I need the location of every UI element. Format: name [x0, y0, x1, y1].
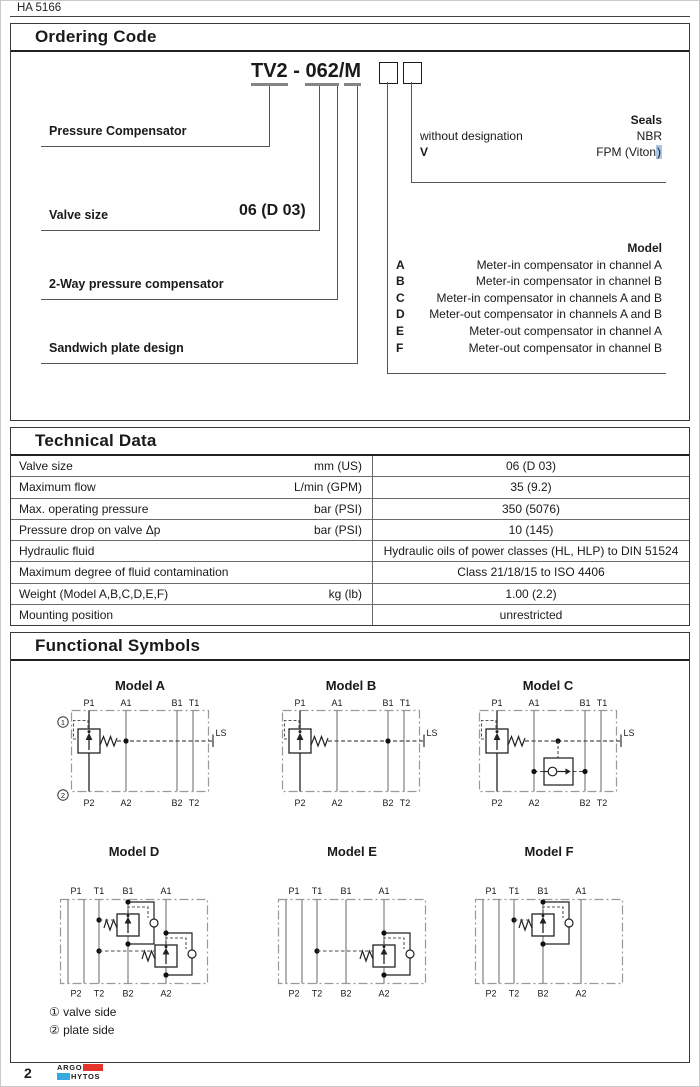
model-option-code: A [396, 257, 405, 272]
param-label: Maximum flow [19, 480, 96, 495]
param-unit: bar (PSI) [313, 501, 362, 516]
port-label: T1 [188, 698, 200, 708]
param-unit: kg (lb) [328, 586, 362, 601]
port-label: T2 [508, 988, 520, 999]
port-label: A1 [528, 698, 540, 708]
port-label: T1 [93, 886, 105, 896]
check-valve-icon [150, 919, 158, 927]
port-label: A1 [160, 886, 172, 896]
legend-valve-side: ① valve side [49, 1005, 117, 1019]
param-value: 1.00 (2.2) [372, 584, 689, 604]
model-c-title: Model C [522, 678, 574, 693]
code-part-way: 2 [328, 60, 339, 86]
seals-option-row [412, 128, 662, 144]
param-unit: L/min (GPM) [293, 480, 362, 495]
connector-line [337, 86, 338, 299]
port-label: T1 [399, 698, 411, 708]
callout-pressure-compensator: Pressure Compensator [49, 124, 187, 138]
junction-dot [531, 769, 536, 774]
valve-size-value: 06 (D 03) [239, 202, 306, 219]
param-label: Maximum degree of fluid contamination [19, 565, 229, 580]
junction-dot [163, 972, 168, 977]
check-valve-icon [406, 950, 414, 958]
param-unit: mm (US) [314, 459, 362, 474]
port-label: T2 [399, 798, 411, 808]
document-code: HA 5166 [17, 2, 62, 14]
logo-red-box [83, 1064, 103, 1071]
diagram-border [61, 900, 208, 984]
section-title-rule [11, 659, 689, 661]
port-label: P2 [491, 798, 503, 808]
junction-dot [385, 738, 390, 743]
port-label: P1 [294, 698, 306, 708]
port-label: B1 [171, 698, 183, 708]
port-label: A2 [378, 988, 390, 999]
page-number: 2 [24, 1065, 32, 1081]
spring-icon [100, 737, 117, 747]
spring-icon [360, 951, 373, 961]
table-row [11, 498, 689, 519]
table-row [11, 476, 689, 497]
seals-option-value-text: FPM (Viton [596, 145, 656, 159]
connector-line [387, 373, 666, 374]
valve-arrow-dot [127, 914, 130, 917]
valve-arrow-dot [165, 945, 168, 948]
model-option-row [388, 273, 662, 290]
spring-icon [104, 920, 117, 930]
seals-option-value: NBR [636, 129, 662, 143]
junction-dot [123, 738, 128, 743]
shuttle-ball [548, 767, 557, 776]
port-label: P1 [485, 886, 497, 896]
logo-hytos-text: HYTOS [71, 1071, 101, 1081]
junction-dot [582, 769, 587, 774]
table-row [11, 540, 689, 561]
port-label: P1 [70, 886, 82, 896]
model-option-desc: Meter-in compensator in channels A and B [436, 290, 662, 305]
model-e-title: Model E [327, 844, 377, 859]
param-value: unrestricted [372, 605, 689, 625]
port-label: T2 [93, 988, 105, 999]
header-rule [10, 16, 690, 17]
model-option-code: C [396, 290, 405, 305]
callout-sandwich-plate: Sandwich plate design [49, 341, 184, 355]
port-label: P2 [485, 988, 497, 999]
junction-dot [540, 941, 545, 946]
ls-label: LS [215, 728, 227, 738]
port-label: A2 [528, 798, 540, 808]
model-a-diagram [57, 695, 242, 813]
param-value: 35 (9.2) [372, 477, 689, 497]
port-label: P1 [491, 698, 503, 708]
junction-dot [381, 972, 386, 977]
callout-2way-compensator: 2-Way pressure compensator [49, 277, 224, 291]
param-unit: bar (PSI) [313, 522, 362, 537]
port-label: A2 [120, 798, 132, 808]
code-part-plate: M [344, 60, 361, 86]
model-option-code: F [396, 340, 404, 355]
port-label: T2 [311, 988, 323, 999]
model-option-desc: Meter-out compensator in channel B [468, 340, 662, 355]
model-d-diagram [51, 883, 236, 1005]
model-c-diagram [465, 695, 650, 813]
junction-dot [540, 899, 545, 904]
port-label: B1 [122, 886, 134, 896]
valve-arrow-dot [383, 945, 386, 948]
model-option-desc: Meter-out compensator in channels A and B [429, 307, 662, 322]
code-part-size: 06 [305, 60, 327, 86]
table-row [11, 519, 689, 540]
seals-option-code: V [420, 145, 429, 159]
functional-symbols-title: Functional Symbols [35, 636, 201, 655]
seals-options [412, 112, 662, 160]
port-label: P2 [288, 988, 300, 999]
port-label: B2 [171, 798, 183, 808]
port-label: A2 [160, 988, 172, 999]
model-options [388, 240, 662, 356]
model-option-row [388, 290, 662, 307]
connector-line [411, 182, 666, 183]
port-label: T1 [508, 886, 520, 896]
callout-valve-size: Valve size [49, 208, 109, 222]
model-a-title: Model A [114, 678, 166, 693]
logo-argo-text: ARGO [57, 1062, 83, 1072]
port-label: A2 [575, 988, 587, 999]
param-label: Mounting position [19, 607, 114, 622]
table-row [11, 583, 689, 604]
param-label: Weight (Model A,B,C,D,E,F) [19, 586, 169, 601]
seals-option-row [412, 144, 662, 160]
port-label: B1 [340, 886, 352, 896]
param-value: Class 21/18/15 to ISO 4406 [372, 562, 689, 582]
port-label: B2 [579, 798, 591, 808]
port-label: B1 [579, 698, 591, 708]
param-label: Pressure drop on valve Δp [19, 522, 161, 537]
port-label: B1 [382, 698, 394, 708]
seals-value-highlight: ) [657, 145, 661, 159]
param-label: Hydraulic fluid [19, 544, 95, 559]
param-label: Max. operating pressure [19, 501, 149, 516]
technical-data-section [10, 427, 690, 626]
model-option-code: E [396, 323, 405, 338]
model-option-row [388, 340, 662, 357]
valve-arrow-dot [88, 730, 91, 733]
code-part-series: TV2 [251, 60, 288, 86]
technical-data-title: Technical Data [35, 431, 157, 450]
port-label: B1 [537, 886, 549, 896]
check-valve-icon [565, 919, 573, 927]
seals-code-placeholder-box [403, 62, 422, 84]
model-option-desc: Meter-out compensator in channel A [469, 323, 662, 338]
param-value: Hydraulic oils of power classes (HL, HLP) to DIN 51524 [372, 541, 689, 561]
section-title-rule [11, 50, 689, 52]
valve-arrow-dot [496, 730, 499, 733]
ordering-code-string [251, 60, 361, 83]
port-label: T2 [188, 798, 200, 808]
junction-dot [125, 941, 130, 946]
model-header: Model [627, 241, 662, 255]
junction-dot [163, 930, 168, 935]
spring-icon [142, 951, 155, 961]
model-code-placeholder-box [379, 62, 398, 84]
junction-dot [125, 899, 130, 904]
model-b-diagram [268, 695, 453, 813]
port-label: P1 [288, 886, 300, 896]
port-label: A1 [575, 886, 587, 896]
diagram-border [476, 900, 623, 984]
valve-arrow-dot [542, 914, 545, 917]
port-label: P2 [70, 988, 82, 999]
diagram-border [279, 900, 426, 984]
param-value: 06 (D 03) [372, 456, 689, 476]
table-row [11, 456, 689, 476]
port-label: T2 [596, 798, 608, 808]
spring-icon [519, 920, 532, 930]
code-part-slash: / [338, 60, 345, 82]
model-e-diagram [269, 883, 454, 1005]
port-label: A1 [331, 698, 343, 708]
functional-symbols-section [10, 632, 690, 1063]
port-label: P2 [294, 798, 306, 808]
connector-line [41, 146, 270, 147]
model-option-row [388, 257, 662, 274]
param-label: Valve size [19, 459, 73, 474]
port-label: B2 [340, 988, 352, 999]
technical-data-table [11, 456, 689, 625]
param-value: 10 (145) [372, 520, 689, 540]
connector-line [269, 86, 270, 146]
logo-blue-box [57, 1073, 70, 1080]
side-marker-number: 1 [60, 717, 66, 727]
check-valve-icon [188, 950, 196, 958]
legend-plate-side: ② plate side [49, 1023, 115, 1037]
ls-label: LS [426, 728, 438, 738]
connector-line [357, 86, 358, 363]
valve-arrow-dot [299, 730, 302, 733]
ordering-code-title: Ordering Code [35, 27, 157, 46]
model-f-diagram [466, 883, 651, 1005]
port-label: B2 [382, 798, 394, 808]
connector-line [319, 86, 320, 230]
side-marker-number: 2 [60, 790, 66, 800]
port-label: P1 [83, 698, 95, 708]
port-label: A1 [120, 698, 132, 708]
model-option-code: D [396, 307, 405, 322]
seals-option-code: without designation [420, 129, 523, 143]
model-option-code: B [396, 274, 405, 289]
table-row [11, 561, 689, 582]
port-label: A1 [378, 886, 390, 896]
port-label: B2 [537, 988, 549, 999]
port-label: B2 [122, 988, 134, 999]
port-label: T1 [596, 698, 608, 708]
param-value: 350 (5076) [372, 499, 689, 519]
connector-line [41, 363, 358, 364]
seals-header: Seals [630, 113, 662, 127]
junction-dot [381, 930, 386, 935]
model-option-row [388, 323, 662, 340]
model-d-title: Model D [108, 844, 160, 859]
connector-line [41, 230, 320, 231]
model-option-row [388, 306, 662, 323]
spring-icon [311, 737, 328, 747]
ordering-code-section [10, 23, 690, 421]
ls-label: LS [623, 728, 635, 738]
model-b-title: Model B [325, 678, 377, 693]
connector-line [41, 299, 338, 300]
code-part-dash: - [287, 60, 306, 82]
port-label: A2 [331, 798, 343, 808]
table-row [11, 604, 689, 625]
model-option-desc: Meter-in compensator in channel A [476, 257, 662, 272]
argo-hytos-logo [57, 1063, 103, 1081]
spring-icon [508, 737, 525, 747]
model-option-desc: Meter-in compensator in channel B [475, 274, 662, 289]
port-label: T1 [311, 886, 323, 896]
port-label: P2 [83, 798, 95, 808]
model-f-title: Model F [524, 844, 574, 859]
seals-option-value [596, 144, 662, 160]
